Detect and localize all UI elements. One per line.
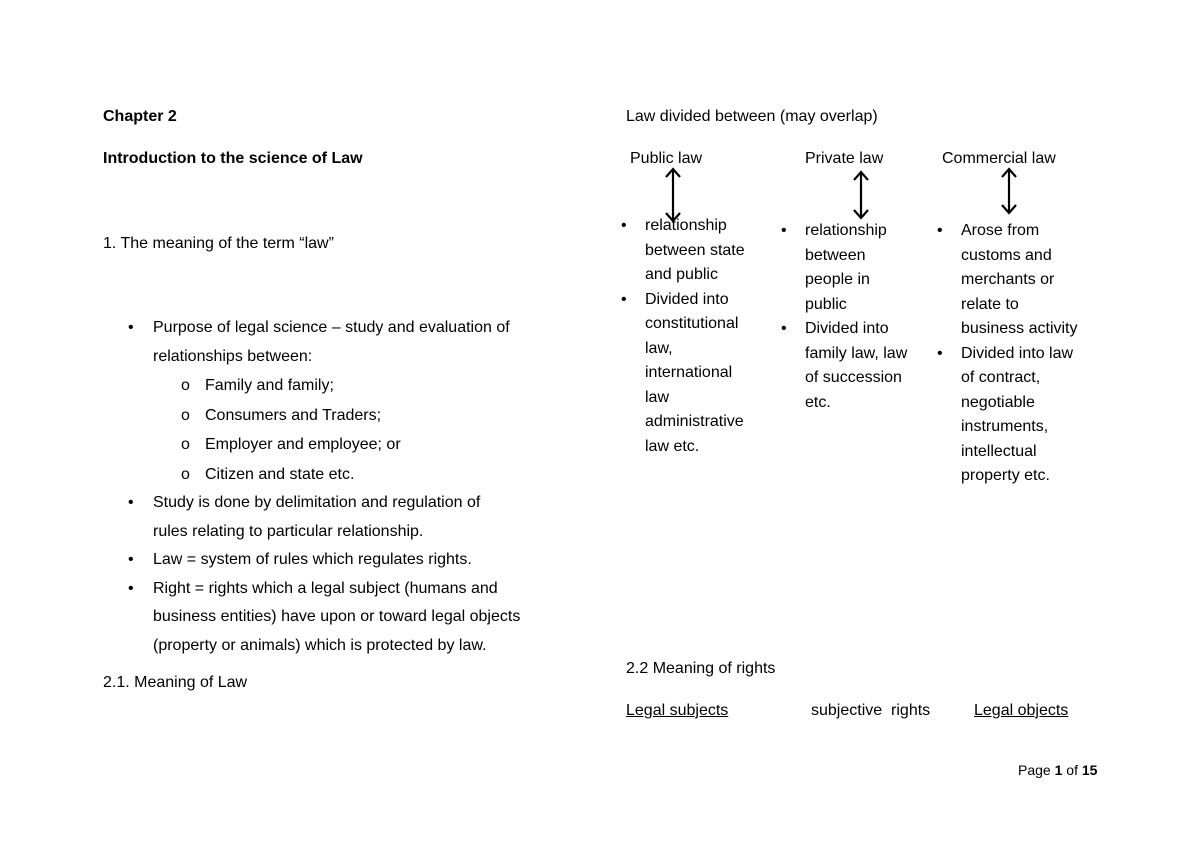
list-item: • Arose from customs and merchants or relate to business activity xyxy=(937,219,1107,342)
bullet-icon: • xyxy=(128,551,134,568)
legal-subjects-label: Legal subjects xyxy=(626,702,729,719)
private-law-heading: Private law xyxy=(805,150,884,167)
public-law-list xyxy=(621,214,771,459)
purpose-bullet-list xyxy=(103,314,583,660)
bullet-icon: • xyxy=(128,579,134,597)
list-item: • relationship between people in public xyxy=(781,219,936,317)
list-item: o Family and family; xyxy=(103,371,583,401)
list-item: o Consumers and Traders; xyxy=(103,401,583,431)
bullet-icon: • xyxy=(128,319,134,336)
circle-bullet-icon: o xyxy=(181,465,190,483)
chapter-heading: Introduction to the science of Law xyxy=(103,150,363,167)
bullet-icon: • xyxy=(621,217,627,234)
section-1-heading: 1. The meaning of the term “law” xyxy=(103,235,334,252)
legal-objects-label: Legal objects xyxy=(974,702,1069,719)
public-law-heading: Public law xyxy=(630,150,703,167)
list-item: • Divided into law of contract, negotiable instruments, intellectual property etc. xyxy=(937,342,1107,489)
bullet-icon: • xyxy=(781,222,787,239)
page-number: Page 1 of 15 xyxy=(1018,762,1098,778)
section-2-1-heading: 2.1. Meaning of Law xyxy=(103,674,248,691)
circle-bullet-icon: o xyxy=(181,436,190,453)
bullet-icon: • xyxy=(937,222,943,239)
list-item: • relationship between state and public xyxy=(621,214,771,288)
bullet-icon: • xyxy=(781,320,787,337)
list-item: • Divided into constitutional law, international law administrative law etc. xyxy=(621,288,771,460)
list-item: • Divided into family law, law of succession etc. xyxy=(781,317,936,415)
commercial-law-list xyxy=(937,219,1107,489)
list-item: o Citizen and state etc. xyxy=(103,460,583,490)
private-law-list xyxy=(781,219,936,415)
list-item: • Right = rights which a legal subject (humans and business entities) have upon or toward legal objects (property or animals) which is protected by law. xyxy=(103,575,583,661)
double-arrow-icon xyxy=(852,170,870,220)
subjective-rights-label: subjective rights xyxy=(811,702,931,719)
double-arrow-icon xyxy=(1000,167,1018,215)
list-item: o Employer and employee; or xyxy=(103,430,583,460)
divisions-title: Law divided between (may overlap) xyxy=(626,108,878,125)
list-item: • Law = system of rules which regulates rights. xyxy=(103,546,583,575)
bullet-icon: • xyxy=(128,494,134,511)
commercial-law-heading: Commercial law xyxy=(942,150,1056,167)
circle-bullet-icon: o xyxy=(181,377,190,394)
chapter-title: Chapter 2 xyxy=(103,108,177,125)
bullet-icon: • xyxy=(621,290,627,308)
section-2-2-heading: 2.2 Meaning of rights xyxy=(626,660,776,677)
bullet-icon: • xyxy=(937,344,943,362)
list-item: • Purpose of legal science – study and evaluation of relationships between: xyxy=(103,314,583,371)
circle-bullet-icon: o xyxy=(181,406,190,424)
list-item: • Study is done by delimitation and regulation of rules relating to particular relationship. xyxy=(103,489,583,546)
